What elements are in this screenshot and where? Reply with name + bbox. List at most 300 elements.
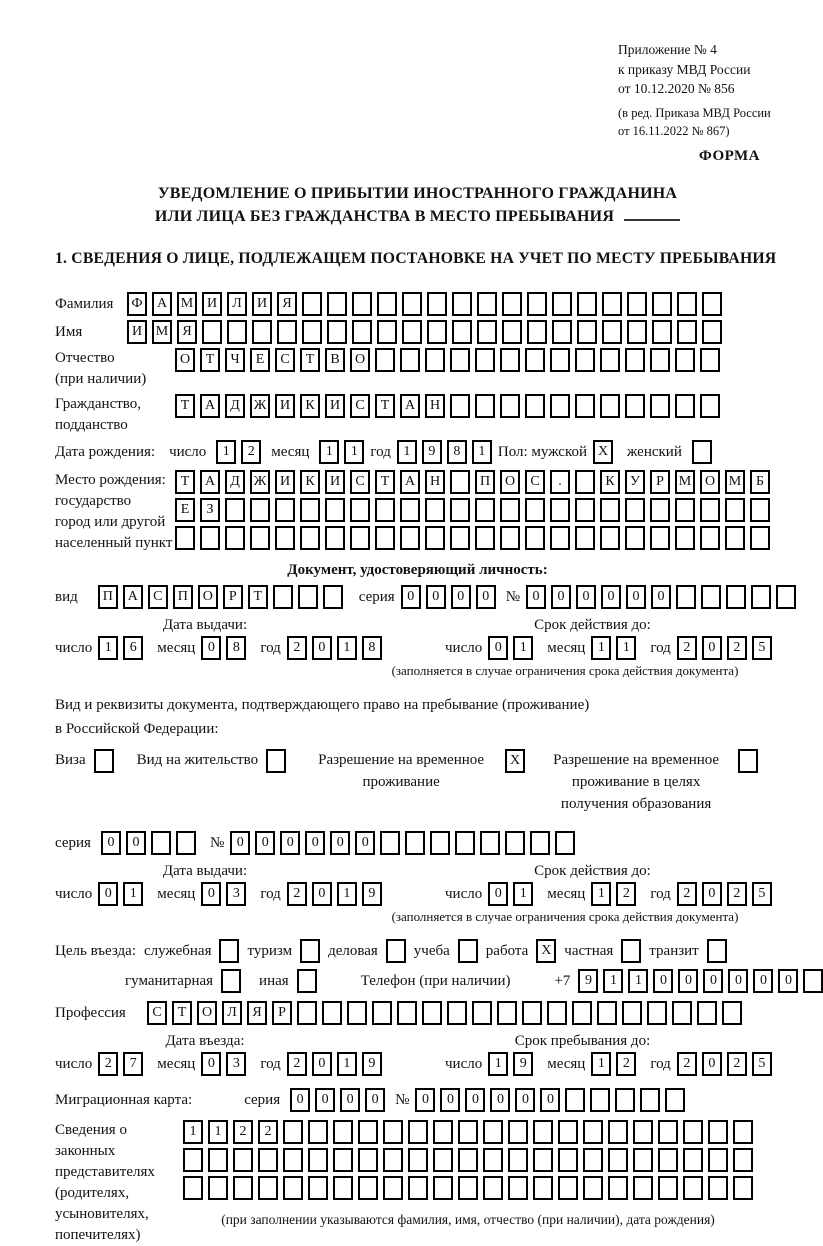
residence-valid-day [488,882,533,906]
representatives-cells-row3 [183,1176,753,1200]
form-cell: 5 [752,1052,772,1076]
form-cell: 0 [426,585,446,609]
residence-permit-checkbox [266,749,286,773]
form-cell [408,1120,428,1144]
form-cell: Н [425,394,445,418]
form-cell: Ф [127,292,147,316]
form-cell [675,526,695,550]
representatives-note: (при заполнении указываются фамилия, имя, отчество (при наличии), дата рождения) [221,1212,715,1228]
form-cell: 1 [319,440,339,464]
residence-intro: Вид и реквизиты документа, подтверждающего право на пребывание (проживание) в Российской Федерации: [55,697,590,738]
form-cell: 1 [183,1120,203,1144]
form-cell: 2 [287,1052,307,1076]
form-cell [658,1120,678,1144]
residence-valid-month [591,882,636,906]
form-cell [647,1001,667,1025]
form-cell [508,1120,528,1144]
form-cell [572,1001,592,1025]
form-cell [583,1120,603,1144]
form-cell [400,498,420,522]
form-cell [433,1120,453,1144]
form-cell: А [200,394,220,418]
form-cell [677,320,697,344]
year-label: год [650,885,671,902]
form-cell [308,1176,328,1200]
form-cell: О [700,470,720,494]
identity-doc-heading: Документ, удостоверяющий личность: [287,562,548,579]
form-cell [733,1148,753,1172]
form-cell: О [500,470,520,494]
form-cell: 2 [727,636,747,660]
form-cell: 0 [526,585,546,609]
form-cell: 0 [401,585,421,609]
form-cell [633,1176,653,1200]
identity-kind-label: вид [55,589,78,606]
form-cell [325,526,345,550]
form-cell [547,1001,567,1025]
residence-issue-year [287,882,382,906]
option-temp-residence: Разрешение на временное проживание X [305,749,525,793]
form-cell [700,348,720,372]
form-cell: 0 [678,969,698,993]
identity-valid-day [488,636,533,660]
identity-valid-month [591,636,636,660]
form-cell: Я [247,1001,267,1025]
purpose-business-label: деловая [328,943,378,960]
form-cell [701,585,721,609]
form-cell: 0 [201,882,221,906]
form-cell [425,498,445,522]
form-cell: 1 [513,882,533,906]
form-cell: 1 [216,440,236,464]
form-cell: 0 [702,1052,722,1076]
form-cell [600,348,620,372]
form-cell [640,1088,660,1112]
representatives-label: Сведения о законных представителях (родителях, усыновителях, попечителях) [55,1122,155,1244]
form-cell [625,526,645,550]
form-cell [675,498,695,522]
form-cell [622,1001,642,1025]
form-cell: 1 [344,440,364,464]
month-label: месяц [157,885,196,902]
form-cell [600,498,620,522]
form-cell: П [173,585,193,609]
month-label: месяц [547,1055,586,1072]
residence-series-cells [101,831,196,855]
stay-until-month [591,1052,636,1076]
form-cell [333,1176,353,1200]
form-cell: К [300,470,320,494]
entry-day [98,1052,143,1076]
form-cell [358,1176,378,1200]
form-cell: 2 [727,1052,747,1076]
validity-note: (заполняется в случае ограничения срока действия документа) [391,909,739,925]
residence-issue-month [201,882,246,906]
form-cell [433,1176,453,1200]
form-cell [555,831,575,855]
day-label: число [55,1055,93,1072]
name-row [55,320,780,344]
number-label: № [395,1092,410,1109]
form-cell: 0 [488,882,508,906]
form-cell: 1 [591,636,611,660]
option-temp-residence-education: Разрешение на временное проживание в целях получения образования [542,749,758,815]
form-cell [221,969,241,993]
form-cell [750,526,770,550]
form-cell: 2 [677,1052,697,1076]
birthplace-label: Место рождения: государство город или другой населенный пункт [55,472,173,552]
identity-issue-dateline [55,636,445,660]
birthplace-cells [175,470,770,550]
form-cell [455,831,475,855]
form-cell [433,1148,453,1172]
approval-line: от 10.12.2020 № 856 [618,81,735,97]
form-cell [450,498,470,522]
form-cell [602,292,622,316]
form-cell: 0 [703,969,723,993]
form-cell [500,348,520,372]
form-cell: Е [175,498,195,522]
form-cell [225,526,245,550]
form-cell: 0 [576,585,596,609]
form-cell [702,292,722,316]
form-cell [675,348,695,372]
form-cell: X [593,440,613,464]
form-cell: . [550,470,570,494]
stay-until-dateline [445,1052,780,1076]
form-cell: 8 [362,636,382,660]
purpose-study-label: учеба [413,943,450,960]
form-cell [575,394,595,418]
validity-note: (заполняется в случае ограничения срока действия документа) [391,663,739,679]
form-cell [725,526,745,550]
citizenship-row [55,394,780,436]
section1-heading: 1. СВЕДЕНИЯ О ЛИЦЕ, ПОДЛЕЖАЩЕМ ПОСТАНОВКЕ НА УЧЕТ ПО МЕСТУ ПРЕБЫВАНИЯ [55,250,777,268]
day-label: число [55,639,93,656]
form-cell [227,320,247,344]
day-label: число [445,1055,483,1072]
form-cell [725,498,745,522]
purpose-study-checkbox [458,939,478,963]
form-cell [176,831,196,855]
form-cell [175,526,195,550]
form-cell: 1 [337,882,357,906]
form-cell: И [127,320,147,344]
form-cell [352,292,372,316]
birth-month-cells [319,440,364,464]
purpose-work-label: работа [485,943,529,960]
form-cell [633,1120,653,1144]
form-cell [550,498,570,522]
form-cell: 0 [305,831,325,855]
form-cell [283,1148,303,1172]
form-cell: 3 [226,1052,246,1076]
form-cell: С [275,348,295,372]
form-cell [94,749,114,773]
form-cell: С [148,585,168,609]
form-cell [600,526,620,550]
form-cell [302,292,322,316]
form-cell [450,526,470,550]
birthdate-row [55,440,780,464]
series-label: серия [358,589,395,606]
purpose-tourism-label: туризм [247,943,293,960]
identity-valid-block [391,617,800,679]
residence-number-cells [230,831,575,855]
form-cell: 6 [123,636,143,660]
form-cell [722,1001,742,1025]
form-cell: 0 [340,1088,360,1112]
form-cell [707,939,727,963]
visit-purpose-label: Цель въезда: [55,943,136,960]
phone-prefix: +7 [554,973,571,990]
purpose-humanitarian-label: гуманитарная [125,973,214,990]
year-label: год [650,639,671,656]
form-cell [738,749,758,773]
form-cell: О [350,348,370,372]
residence-valid-block [391,863,800,925]
birth-year-cells [397,440,492,464]
purpose-business-checkbox [386,939,406,963]
residence-issue-day [98,882,143,906]
form-cell: 1 [472,440,492,464]
form-cell [452,292,472,316]
form-cell [508,1176,528,1200]
form-cell [352,320,372,344]
entry-year [287,1052,382,1076]
form-cell: Т [172,1001,192,1025]
form-cell [258,1176,278,1200]
representatives-cells-row1 [183,1120,753,1144]
form-cell [575,498,595,522]
form-cell [308,1120,328,1144]
name-label: Имя [55,324,83,341]
form-cell: 2 [258,1120,278,1144]
profession-row [55,1001,780,1025]
purpose-other-label: иная [259,973,289,990]
form-cell [452,320,472,344]
form-cell [483,1148,503,1172]
form-cell [397,1001,417,1025]
form-cell: 3 [226,882,246,906]
form-cell [208,1176,228,1200]
form-cell: Е [250,348,270,372]
migration-series-cells [290,1088,385,1112]
identity-valid-year [677,636,772,660]
form-cell [277,320,297,344]
surname-row [55,292,780,316]
form-cell [627,320,647,344]
form-cell [522,1001,542,1025]
form-cell [450,394,470,418]
form-cell [700,498,720,522]
form-cell: 0 [440,1088,460,1112]
temp-residence-checkbox [505,749,525,773]
form-cell: М [725,470,745,494]
form-cell [273,585,293,609]
form-cell: Я [177,320,197,344]
form-cell [402,320,422,344]
issue-date-heading: Дата выдачи: [162,863,248,880]
form-cell: 1 [337,636,357,660]
form-cell: 9 [362,1052,382,1076]
form-cell [458,1148,478,1172]
form-cell [552,320,572,344]
purpose-work-checkbox [536,939,556,963]
form-cell [208,1148,228,1172]
form-cell [252,320,272,344]
form-cell [477,320,497,344]
form-cell [458,939,478,963]
form-cell [422,1001,442,1025]
form-cell [577,292,597,316]
approval-revision-line: (в ред. Приказа МВД России [618,105,771,120]
form-cell [558,1148,578,1172]
citizenship-cells [175,394,720,418]
representatives-cells-row2 [183,1148,753,1172]
form-cell: В [325,348,345,372]
form-cell [683,1176,703,1200]
form-cell: Н [425,470,445,494]
title-blank-line [624,219,680,221]
visit-purpose-row2 [55,969,792,993]
form-cell: Т [175,394,195,418]
form-cell: Б [750,470,770,494]
migration-card-row [55,1088,780,1112]
form-cell: К [300,394,320,418]
day-label: число [445,639,483,656]
form-cell [472,1001,492,1025]
form-cell: 1 [603,969,623,993]
form-cell: 9 [422,440,442,464]
form-cell: 9 [362,882,382,906]
form-cell [300,526,320,550]
form-cell: 0 [126,831,146,855]
form-cell: 0 [702,882,722,906]
identity-kind-cells [98,585,343,609]
approval-block [618,40,771,140]
temp-residence-education-checkbox [738,749,758,773]
form-cell [233,1148,253,1172]
year-label: год [650,1055,671,1072]
series-label: серия [244,1092,281,1109]
form-cell: 0 [490,1088,510,1112]
forma-label: ФОРМА [698,148,760,164]
identity-series-cells [401,585,496,609]
form-cell: Т [375,394,395,418]
form-cell [583,1176,603,1200]
form-cell: Д [225,470,245,494]
form-cell: Л [222,1001,242,1025]
form-cell [225,498,245,522]
form-cell: П [475,470,495,494]
year-label: год [370,444,391,461]
form-cell [625,348,645,372]
form-cell: 0 [315,1088,335,1112]
form-cell: 9 [578,969,598,993]
form-cell [697,1001,717,1025]
stay-until-year [677,1052,772,1076]
form-cell [665,1088,685,1112]
form-cell: 0 [415,1088,435,1112]
form-cell [600,394,620,418]
form-cell [200,526,220,550]
purpose-official-checkbox [219,939,239,963]
form-cell [297,969,317,993]
stay-until-block [445,1033,780,1076]
form-cell [483,1176,503,1200]
form-cell: 0 [515,1088,535,1112]
form-cell: 0 [753,969,773,993]
form-cell: А [200,470,220,494]
form-cell [615,1088,635,1112]
form-cell: О [175,348,195,372]
form-cell: X [505,749,525,773]
form-cell [323,585,343,609]
year-label: год [260,1055,281,1072]
form-cell [458,1176,478,1200]
form-cell: Р [272,1001,292,1025]
form-cell: 0 [551,585,571,609]
valid-until-heading: Срок действия до: [534,617,651,634]
form-cell [575,470,595,494]
form-cell: М [152,320,172,344]
representatives-row [55,1120,780,1246]
form-cell [475,526,495,550]
form-cell [383,1176,403,1200]
identity-dates-block [55,617,780,679]
form-cell: И [275,394,295,418]
birthplace-cells-row3 [175,526,770,550]
form-cell [575,526,595,550]
form-cell: 0 [101,831,121,855]
form-cell [322,1001,342,1025]
form-cell: З [200,498,220,522]
form-cell: 9 [513,1052,533,1076]
form-cell [300,498,320,522]
form-cell [475,348,495,372]
form-cell [650,394,670,418]
form-cell [377,320,397,344]
form-cell [283,1176,303,1200]
migration-number-cells [415,1088,685,1112]
form-cell [325,498,345,522]
form-cell [151,831,171,855]
visit-purpose-row [55,939,780,963]
approval-line: к приказу МВД России [618,61,751,77]
form-cell [480,831,500,855]
form-cell [266,749,286,773]
month-label: месяц [547,639,586,656]
purpose-transit-checkbox [707,939,727,963]
form-cell [683,1120,703,1144]
form-cell: 2 [677,636,697,660]
form-cell [430,831,450,855]
form-cell: А [123,585,143,609]
form-cell [327,320,347,344]
purpose-other-checkbox [297,969,317,993]
patronymic-label: Отчество (при наличии) [55,350,147,388]
form-cell [477,292,497,316]
form-cell: 1 [628,969,648,993]
form-cell: 0 [653,969,673,993]
residence-issue-dateline [55,882,445,906]
birthplace-cells-row2 [175,498,770,522]
purpose-transit-label: транзит [649,943,699,960]
form-cell [652,320,672,344]
form-cell: И [275,470,295,494]
form-cell [475,394,495,418]
